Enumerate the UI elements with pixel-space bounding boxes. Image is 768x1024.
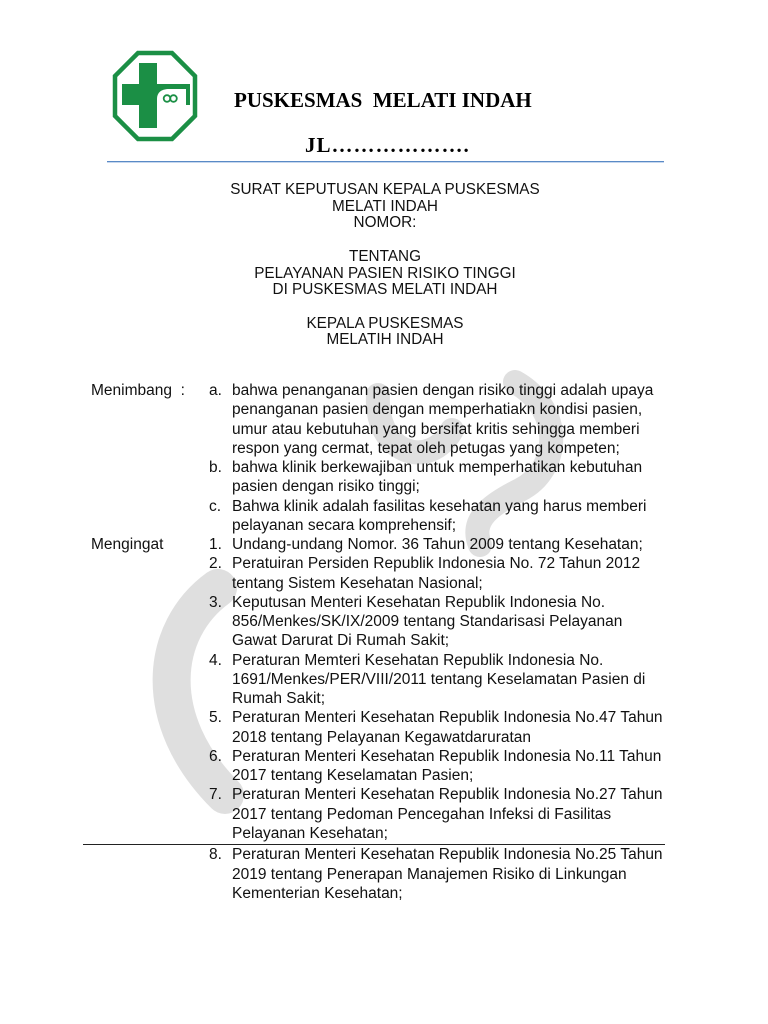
puskesmas-logo	[112, 50, 198, 142]
item-marker: b.	[209, 459, 222, 476]
organization-address: JL……………….	[305, 133, 470, 157]
heading-line: MELATIH INDAH	[326, 331, 444, 349]
considerations-item	[0, 458, 768, 497]
legal-basis-item	[0, 593, 768, 651]
heading-line: DI PUSKESMAS MELATI INDAH	[272, 281, 498, 299]
item-marker: 1.	[209, 536, 222, 553]
item-text: Undang-undang Nomor. 36 Tahun 2009 tentang Kesehatan;	[232, 536, 643, 553]
considerations-item	[0, 381, 768, 458]
section-label-menimbang: Menimbang :	[91, 382, 185, 399]
decree-issuer-block	[2, 316, 768, 349]
item-marker: 8.	[209, 846, 222, 864]
item-text: Peraturan Menteri Kesehatan Republik Indonesia No.27 Tahun 2017 tentang Pedoman Pencegahan Infeksi di Fasilitas Pelayanan Kesehatan;	[232, 786, 663, 842]
legal-basis-item	[0, 747, 768, 786]
considerations-section	[0, 381, 768, 535]
heading-line: MELATI INDAH	[332, 197, 438, 215]
heading-line: KEPALA PUSKESMAS	[306, 314, 464, 332]
legal-basis-item	[0, 708, 768, 747]
considerations-item	[0, 497, 768, 536]
section-label-mengingat: Mengingat	[91, 536, 164, 553]
legal-basis-item	[0, 651, 768, 709]
item-marker: 2.	[209, 555, 222, 573]
legal-basis-item	[0, 845, 768, 903]
legal-basis-item	[0, 554, 768, 593]
item-marker: c.	[209, 497, 222, 515]
heading-line: PELAYANAN PASIEN RISIKO TINGGI	[254, 264, 516, 282]
item-text: bahwa klinik berkewajiban untuk memperhatikan kebutuhan pasien dengan risiko tinggi;	[232, 459, 643, 496]
item-text: Peraturan Menteri Kesehatan Republik Indonesia No.25 Tahun 2019 tentang Penerapan Manajemen Risiko di Linkungan Kementerian Kesehatan;	[232, 846, 663, 902]
item-text: Bahwa klinik adalah fasilitas kesehatan yang harus memberi pelayanan secara komprehensif;	[232, 497, 647, 534]
decree-body	[0, 381, 768, 903]
item-marker: 7.	[209, 786, 222, 804]
item-text: Peraturan Memteri Kesehatan Republik Indonesia No. 1691/Menkes/PER/VIII/2011 tentang Keselamatan Pasien di Rumah Sakit;	[232, 651, 646, 707]
header-divider	[107, 161, 664, 163]
item-text: Peratuiran Persiden Republik Indonesia No. 72 Tahun 2012 tentang Sistem Kesehatan Nasional;	[232, 555, 641, 592]
item-text: Keputusan Menteri Kesehatan Republik Indonesia No. 856/Menkes/SK/IX/2009 tentang Standarisasi Pelayanan Gawat Darurat Di Rumah Sakit;	[232, 593, 623, 650]
heading-line: SURAT KEPUTUSAN KEPALA PUSKESMAS	[230, 181, 540, 198]
item-marker: 4.	[209, 651, 222, 669]
decree-heading	[2, 182, 768, 349]
item-marker: 6.	[209, 747, 222, 765]
organization-name: PUSKESMAS MELATI INDAH	[234, 88, 532, 112]
item-text: bahwa penanganan pasien dengan risiko tinggi adalah upaya penanganan pasien dengan memperhatiakn kondisi pasien, umur atau kebutuhan yang bersifat kritis sehingga memberi respon yang cermat, tepat oleh petugas yang kompeten;	[232, 382, 654, 457]
decree-subject-block	[2, 249, 768, 299]
item-marker: 5.	[209, 709, 222, 727]
item-text: Peraturan Menteri Kesehatan Republik Indonesia No.47 Tahun 2018 tentang Pelayanan Kegawatdaruratan	[232, 709, 663, 746]
legal-basis-item	[0, 785, 768, 843]
legal-basis-item	[0, 535, 768, 554]
legal-basis-section	[0, 535, 768, 903]
decree-title-block	[2, 182, 768, 232]
heading-line: TENTANG	[349, 247, 421, 265]
item-text: Peraturan Menteri Kesehatan Republik Indonesia No.11 Tahun 2017 tentang Keselamatan Pasien;	[232, 747, 662, 784]
item-marker: 3.	[209, 593, 222, 611]
item-marker: a.	[209, 382, 222, 399]
heading-line: NOMOR:	[353, 214, 417, 232]
